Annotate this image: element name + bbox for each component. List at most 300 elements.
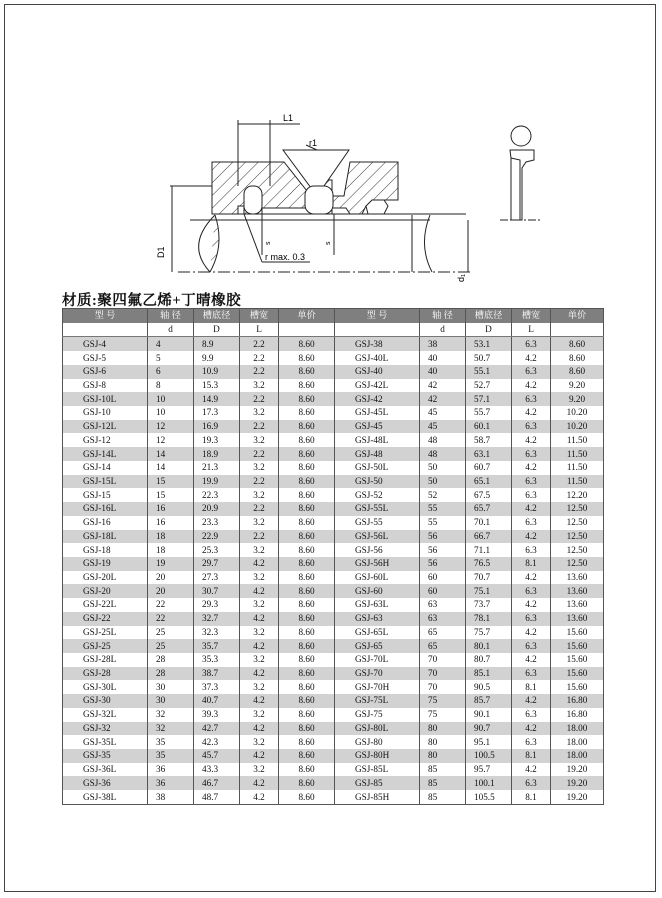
cell-model: GSJ-70H [335, 680, 420, 694]
cell-groove-w: 6.3 [512, 639, 551, 653]
cell-price: 18.00 [551, 722, 604, 736]
cell-shaft-d: 50 [420, 475, 466, 489]
cell-groove-w: 6.3 [512, 735, 551, 749]
cell-price: 15.60 [551, 667, 604, 681]
cell-groove-w: 4.2 [512, 433, 551, 447]
cell-groove-d: 73.7 [466, 598, 512, 612]
cell-groove-w: 3.2 [240, 379, 279, 393]
cell-price: 18.00 [551, 749, 604, 763]
cell-model: GSJ-32 [63, 722, 148, 736]
cell-shaft-d: 50 [420, 461, 466, 475]
cell-model: GSJ-30 [63, 694, 148, 708]
table-row [63, 392, 604, 406]
cell-model: GSJ-28L [63, 653, 148, 667]
cell-groove-d: 20.9 [194, 502, 240, 516]
cell-price: 18.00 [551, 735, 604, 749]
cell-price: 12.20 [551, 488, 604, 502]
cell-model: GSJ-10L [63, 392, 148, 406]
material-title: 材质:聚四氟乙烯+丁晴橡胶 [62, 293, 242, 309]
cell-groove-w: 3.2 [240, 543, 279, 557]
header-groove-w: 槽宽 [240, 309, 279, 323]
cell-shaft-d: 60 [420, 584, 466, 598]
cell-shaft-d: 65 [420, 639, 466, 653]
cell-groove-d: 85.1 [466, 667, 512, 681]
header-groove-d: 槽底径 [194, 309, 240, 323]
cell-shaft-d: 18 [148, 530, 194, 544]
cell-groove-w: 4.2 [512, 461, 551, 475]
cell-model: GSJ-55 [335, 516, 420, 530]
table-row [63, 626, 604, 640]
cell-model: GSJ-63 [335, 612, 420, 626]
cell-groove-d: 78.1 [466, 612, 512, 626]
cell-shaft-d: 70 [420, 667, 466, 681]
cell-price: 12.50 [551, 502, 604, 516]
cell-model: GSJ-28 [63, 667, 148, 681]
cell-groove-d: 42.3 [194, 735, 240, 749]
cell-price: 8.60 [279, 475, 335, 489]
cell-price: 8.60 [279, 612, 335, 626]
cell-groove-w: 4.2 [512, 626, 551, 640]
cell-model: GSJ-63L [335, 598, 420, 612]
cell-price: 8.60 [279, 461, 335, 475]
cell-price: 10.20 [551, 406, 604, 420]
cell-shaft-d: 38 [420, 337, 466, 351]
cell-groove-d: 75.1 [466, 584, 512, 598]
cell-shaft-d: 80 [420, 749, 466, 763]
cell-groove-w: 3.2 [240, 516, 279, 530]
cell-price: 11.50 [551, 447, 604, 461]
seal-cross-section-drawing [0, 0, 662, 290]
cell-groove-d: 65.1 [466, 475, 512, 489]
cell-price: 19.20 [551, 763, 604, 777]
header-shaft: 轴 径 [148, 309, 194, 323]
table-row [63, 488, 604, 502]
cell-shaft-d: 63 [420, 598, 466, 612]
cell-price: 10.20 [551, 420, 604, 434]
cell-shaft-d: 32 [148, 722, 194, 736]
cell-model: GSJ-45 [335, 420, 420, 434]
cell-shaft-d: 52 [420, 488, 466, 502]
cell-groove-d: 100.1 [466, 776, 512, 790]
cell-groove-d: 23.3 [194, 516, 240, 530]
cell-groove-w: 6.3 [512, 667, 551, 681]
cell-groove-d: 57.1 [466, 392, 512, 406]
cell-groove-d: 58.7 [466, 433, 512, 447]
cell-shaft-d: 42 [420, 379, 466, 393]
cell-model: GSJ-48L [335, 433, 420, 447]
cell-groove-w: 6.3 [512, 584, 551, 598]
cell-price: 8.60 [279, 351, 335, 365]
cell-shaft-d: 48 [420, 447, 466, 461]
cell-price: 8.60 [279, 337, 335, 351]
cell-groove-d: 46.7 [194, 776, 240, 790]
table-row [63, 708, 604, 722]
cell-model: GSJ-16L [63, 502, 148, 516]
cell-shaft-d: 75 [420, 694, 466, 708]
cell-groove-w: 2.2 [240, 530, 279, 544]
cell-model: GSJ-22 [63, 612, 148, 626]
cell-model: GSJ-36 [63, 776, 148, 790]
cell-model: GSJ-55L [335, 502, 420, 516]
cell-groove-w: 6.3 [512, 447, 551, 461]
cell-price: 8.60 [279, 392, 335, 406]
cell-shaft-d: 16 [148, 516, 194, 530]
cell-model: GSJ-19 [63, 557, 148, 571]
cell-groove-w: 3.2 [240, 461, 279, 475]
cell-groove-w: 2.2 [240, 392, 279, 406]
cell-groove-w: 6.3 [512, 392, 551, 406]
cell-groove-w: 3.2 [240, 653, 279, 667]
cell-model: GSJ-40L [335, 351, 420, 365]
cell-model: GSJ-85 [335, 776, 420, 790]
cell-model: GSJ-18 [63, 543, 148, 557]
cell-model: GSJ-35L [63, 735, 148, 749]
cell-groove-d: 19.3 [194, 433, 240, 447]
cell-model: GSJ-10 [63, 406, 148, 420]
cell-groove-w: 8.1 [512, 557, 551, 571]
cell-groove-w: 6.3 [512, 475, 551, 489]
cell-groove-w: 4.2 [512, 598, 551, 612]
cell-model: GSJ-80L [335, 722, 420, 736]
table-row [63, 502, 604, 516]
cell-shaft-d: 4 [148, 337, 194, 351]
header-model: 型 号 [335, 309, 420, 323]
cell-shaft-d: 6 [148, 365, 194, 379]
cell-model: GSJ-60L [335, 571, 420, 585]
cell-shaft-d: 56 [420, 530, 466, 544]
cell-groove-d: 8.9 [194, 337, 240, 351]
cell-shaft-d: 70 [420, 680, 466, 694]
cell-price: 15.60 [551, 680, 604, 694]
table-row [63, 420, 604, 434]
cell-shaft-d: 15 [148, 488, 194, 502]
cell-price: 8.60 [279, 735, 335, 749]
cell-groove-d: 63.1 [466, 447, 512, 461]
cell-price: 13.60 [551, 612, 604, 626]
subheader-L: L [240, 323, 279, 337]
cell-model: GSJ-75 [335, 708, 420, 722]
table-row [63, 516, 604, 530]
cell-price: 11.50 [551, 433, 604, 447]
cell-model: GSJ-16 [63, 516, 148, 530]
cell-groove-w: 4.2 [240, 776, 279, 790]
table-row [63, 365, 604, 379]
cell-shaft-d: 48 [420, 433, 466, 447]
cell-shaft-d: 30 [148, 680, 194, 694]
cell-groove-w: 3.2 [240, 626, 279, 640]
cell-price: 8.60 [279, 763, 335, 777]
cell-model: GSJ-35 [63, 749, 148, 763]
label-r-max: r max. 0.3 [265, 252, 306, 262]
spec-table [62, 308, 604, 805]
cell-groove-w: 3.2 [240, 598, 279, 612]
cell-price: 8.60 [279, 488, 335, 502]
table-row [63, 653, 604, 667]
cell-shaft-d: 55 [420, 516, 466, 530]
cell-model: GSJ-42 [335, 392, 420, 406]
cell-groove-w: 4.2 [512, 694, 551, 708]
table-row [63, 530, 604, 544]
table-header-row [63, 309, 604, 323]
cell-groove-w: 6.3 [512, 488, 551, 502]
cell-model: GSJ-4 [63, 337, 148, 351]
cell-groove-d: 66.7 [466, 530, 512, 544]
cell-price: 12.50 [551, 530, 604, 544]
table-row [63, 337, 604, 351]
cell-price: 15.60 [551, 626, 604, 640]
table-row [63, 639, 604, 653]
cell-groove-d: 76.5 [466, 557, 512, 571]
cell-model: GSJ-36L [63, 763, 148, 777]
cell-model: GSJ-38L [63, 790, 148, 804]
cell-price: 8.60 [279, 708, 335, 722]
header-price: 单价 [551, 309, 604, 323]
cell-groove-w: 4.2 [240, 639, 279, 653]
cell-groove-d: 35.7 [194, 639, 240, 653]
table-row [63, 406, 604, 420]
cell-groove-w: 3.2 [240, 571, 279, 585]
cell-model: GSJ-56H [335, 557, 420, 571]
cell-groove-w: 8.1 [512, 680, 551, 694]
cell-groove-d: 29.3 [194, 598, 240, 612]
cell-groove-w: 4.2 [240, 694, 279, 708]
cell-shaft-d: 56 [420, 543, 466, 557]
label-d: d₁ [456, 273, 466, 282]
cell-groove-w: 4.2 [512, 502, 551, 516]
header-groove-w: 槽宽 [512, 309, 551, 323]
cell-groove-w: 2.2 [240, 502, 279, 516]
cell-model: GSJ-40 [335, 365, 420, 379]
cell-model: GSJ-50 [335, 475, 420, 489]
label-d1: D1 [156, 246, 166, 258]
cell-price: 8.60 [551, 337, 604, 351]
table-row [63, 461, 604, 475]
cell-model: GSJ-18L [63, 530, 148, 544]
header-groove-d: 槽底径 [466, 309, 512, 323]
cell-groove-d: 38.7 [194, 667, 240, 681]
cell-groove-d: 21.3 [194, 461, 240, 475]
cell-shaft-d: 28 [148, 653, 194, 667]
cell-groove-d: 14.9 [194, 392, 240, 406]
cell-model: GSJ-12L [63, 420, 148, 434]
cell-groove-d: 9.9 [194, 351, 240, 365]
cell-shaft-d: 25 [148, 639, 194, 653]
cell-groove-d: 90.1 [466, 708, 512, 722]
cell-model: GSJ-15 [63, 488, 148, 502]
cell-price: 8.60 [279, 749, 335, 763]
table-row [63, 598, 604, 612]
cell-groove-d: 19.9 [194, 475, 240, 489]
cell-model: GSJ-85L [335, 763, 420, 777]
cell-shaft-d: 63 [420, 612, 466, 626]
cell-groove-d: 22.3 [194, 488, 240, 502]
cell-price: 8.60 [279, 379, 335, 393]
cell-groove-d: 85.7 [466, 694, 512, 708]
cell-groove-d: 55.1 [466, 365, 512, 379]
cell-shaft-d: 42 [420, 392, 466, 406]
cell-groove-d: 18.9 [194, 447, 240, 461]
cell-shaft-d: 15 [148, 475, 194, 489]
cell-groove-d: 100.5 [466, 749, 512, 763]
cell-groove-d: 30.7 [194, 584, 240, 598]
cell-price: 16.80 [551, 694, 604, 708]
cell-model: GSJ-15L [63, 475, 148, 489]
table-row [63, 667, 604, 681]
cell-price: 8.60 [279, 365, 335, 379]
cell-shaft-d: 35 [148, 735, 194, 749]
cell-shaft-d: 10 [148, 406, 194, 420]
cell-model: GSJ-45L [335, 406, 420, 420]
table-row [63, 557, 604, 571]
cell-model: GSJ-25 [63, 639, 148, 653]
cell-groove-w: 4.2 [240, 790, 279, 804]
cell-shaft-d: 22 [148, 598, 194, 612]
cell-shaft-d: 85 [420, 763, 466, 777]
cell-shaft-d: 20 [148, 584, 194, 598]
cell-model: GSJ-52 [335, 488, 420, 502]
cell-groove-w: 3.2 [240, 433, 279, 447]
table-row [63, 763, 604, 777]
cell-groove-w: 2.2 [240, 475, 279, 489]
cell-groove-d: 52.7 [466, 379, 512, 393]
cell-model: GSJ-65L [335, 626, 420, 640]
cell-price: 8.60 [279, 776, 335, 790]
cell-price: 8.60 [279, 420, 335, 434]
cell-price: 13.60 [551, 571, 604, 585]
cell-price: 8.60 [279, 584, 335, 598]
table-row [63, 433, 604, 447]
cell-model: GSJ-14 [63, 461, 148, 475]
cell-groove-d: 22.9 [194, 530, 240, 544]
cell-groove-d: 60.1 [466, 420, 512, 434]
cell-groove-d: 80.1 [466, 639, 512, 653]
cell-price: 8.60 [551, 351, 604, 365]
cell-price: 9.20 [551, 379, 604, 393]
cell-groove-d: 37.3 [194, 680, 240, 694]
cell-groove-w: 2.2 [240, 351, 279, 365]
cell-model: GSJ-25L [63, 626, 148, 640]
cell-groove-w: 4.2 [512, 763, 551, 777]
cell-groove-d: 95.1 [466, 735, 512, 749]
table-row [63, 571, 604, 585]
cell-price: 8.60 [279, 530, 335, 544]
cell-shaft-d: 12 [148, 420, 194, 434]
cell-shaft-d: 16 [148, 502, 194, 516]
cell-shaft-d: 25 [148, 626, 194, 640]
cell-shaft-d: 36 [148, 776, 194, 790]
cell-model: GSJ-20L [63, 571, 148, 585]
cell-shaft-d: 75 [420, 708, 466, 722]
cell-price: 16.80 [551, 708, 604, 722]
cell-groove-w: 4.2 [512, 653, 551, 667]
cell-groove-w: 2.2 [240, 365, 279, 379]
cell-groove-w: 4.2 [240, 722, 279, 736]
cell-groove-w: 4.2 [240, 557, 279, 571]
cell-shaft-d: 8 [148, 379, 194, 393]
label-r1: r1 [309, 138, 318, 148]
cell-price: 11.50 [551, 475, 604, 489]
cell-groove-d: 45.7 [194, 749, 240, 763]
cell-model: GSJ-22L [63, 598, 148, 612]
cell-groove-w: 6.3 [512, 543, 551, 557]
label-s-left: s [265, 241, 272, 245]
cell-groove-w: 6.3 [512, 776, 551, 790]
cell-groove-d: 15.3 [194, 379, 240, 393]
cell-model: GSJ-60 [335, 584, 420, 598]
cell-price: 15.60 [551, 653, 604, 667]
cell-price: 19.20 [551, 790, 604, 804]
cell-price: 8.60 [279, 406, 335, 420]
cell-groove-d: 16.9 [194, 420, 240, 434]
cell-price: 8.60 [279, 598, 335, 612]
cell-price: 8.60 [279, 680, 335, 694]
cell-groove-d: 17.3 [194, 406, 240, 420]
cell-shaft-d: 45 [420, 406, 466, 420]
header-price: 单价 [279, 309, 335, 323]
cell-groove-w: 2.2 [240, 447, 279, 461]
label-l1: L1 [283, 113, 294, 123]
cell-model: GSJ-5 [63, 351, 148, 365]
cell-groove-d: 90.7 [466, 722, 512, 736]
header-model: 型 号 [63, 309, 148, 323]
cell-shaft-d: 36 [148, 763, 194, 777]
cell-price: 8.60 [279, 557, 335, 571]
table-row [63, 351, 604, 365]
cell-price: 8.60 [279, 543, 335, 557]
subheader-L: L [512, 323, 551, 337]
cell-shaft-d: 32 [148, 708, 194, 722]
cell-model: GSJ-65 [335, 639, 420, 653]
table-row [63, 475, 604, 489]
cell-shaft-d: 22 [148, 612, 194, 626]
cell-price: 8.60 [279, 667, 335, 681]
cell-model: GSJ-56L [335, 530, 420, 544]
cell-groove-d: 42.7 [194, 722, 240, 736]
cell-price: 9.20 [551, 392, 604, 406]
cell-groove-w: 6.3 [512, 612, 551, 626]
cell-groove-w: 3.2 [240, 735, 279, 749]
table-row [63, 447, 604, 461]
cell-price: 8.60 [279, 433, 335, 447]
cell-model: GSJ-30L [63, 680, 148, 694]
cell-groove-d: 60.7 [466, 461, 512, 475]
cell-groove-w: 4.2 [240, 612, 279, 626]
cell-shaft-d: 70 [420, 653, 466, 667]
table-row [63, 790, 604, 804]
subheader-D: D [466, 323, 512, 337]
table-row [63, 680, 604, 694]
cell-groove-d: 75.7 [466, 626, 512, 640]
cell-shaft-d: 38 [148, 790, 194, 804]
cell-shaft-d: 45 [420, 420, 466, 434]
cell-price: 12.50 [551, 557, 604, 571]
cell-groove-d: 55.7 [466, 406, 512, 420]
cell-model: GSJ-85H [335, 790, 420, 804]
cell-model: GSJ-75L [335, 694, 420, 708]
table-row [63, 379, 604, 393]
cell-model: GSJ-80H [335, 749, 420, 763]
cell-model: GSJ-48 [335, 447, 420, 461]
cell-groove-w: 3.2 [240, 708, 279, 722]
cell-model: GSJ-80 [335, 735, 420, 749]
cell-shaft-d: 80 [420, 722, 466, 736]
cell-groove-d: 90.5 [466, 680, 512, 694]
cell-price: 8.60 [279, 571, 335, 585]
cell-model: GSJ-12 [63, 433, 148, 447]
cell-groove-d: 40.7 [194, 694, 240, 708]
cell-model: GSJ-14L [63, 447, 148, 461]
cell-shaft-d: 56 [420, 557, 466, 571]
